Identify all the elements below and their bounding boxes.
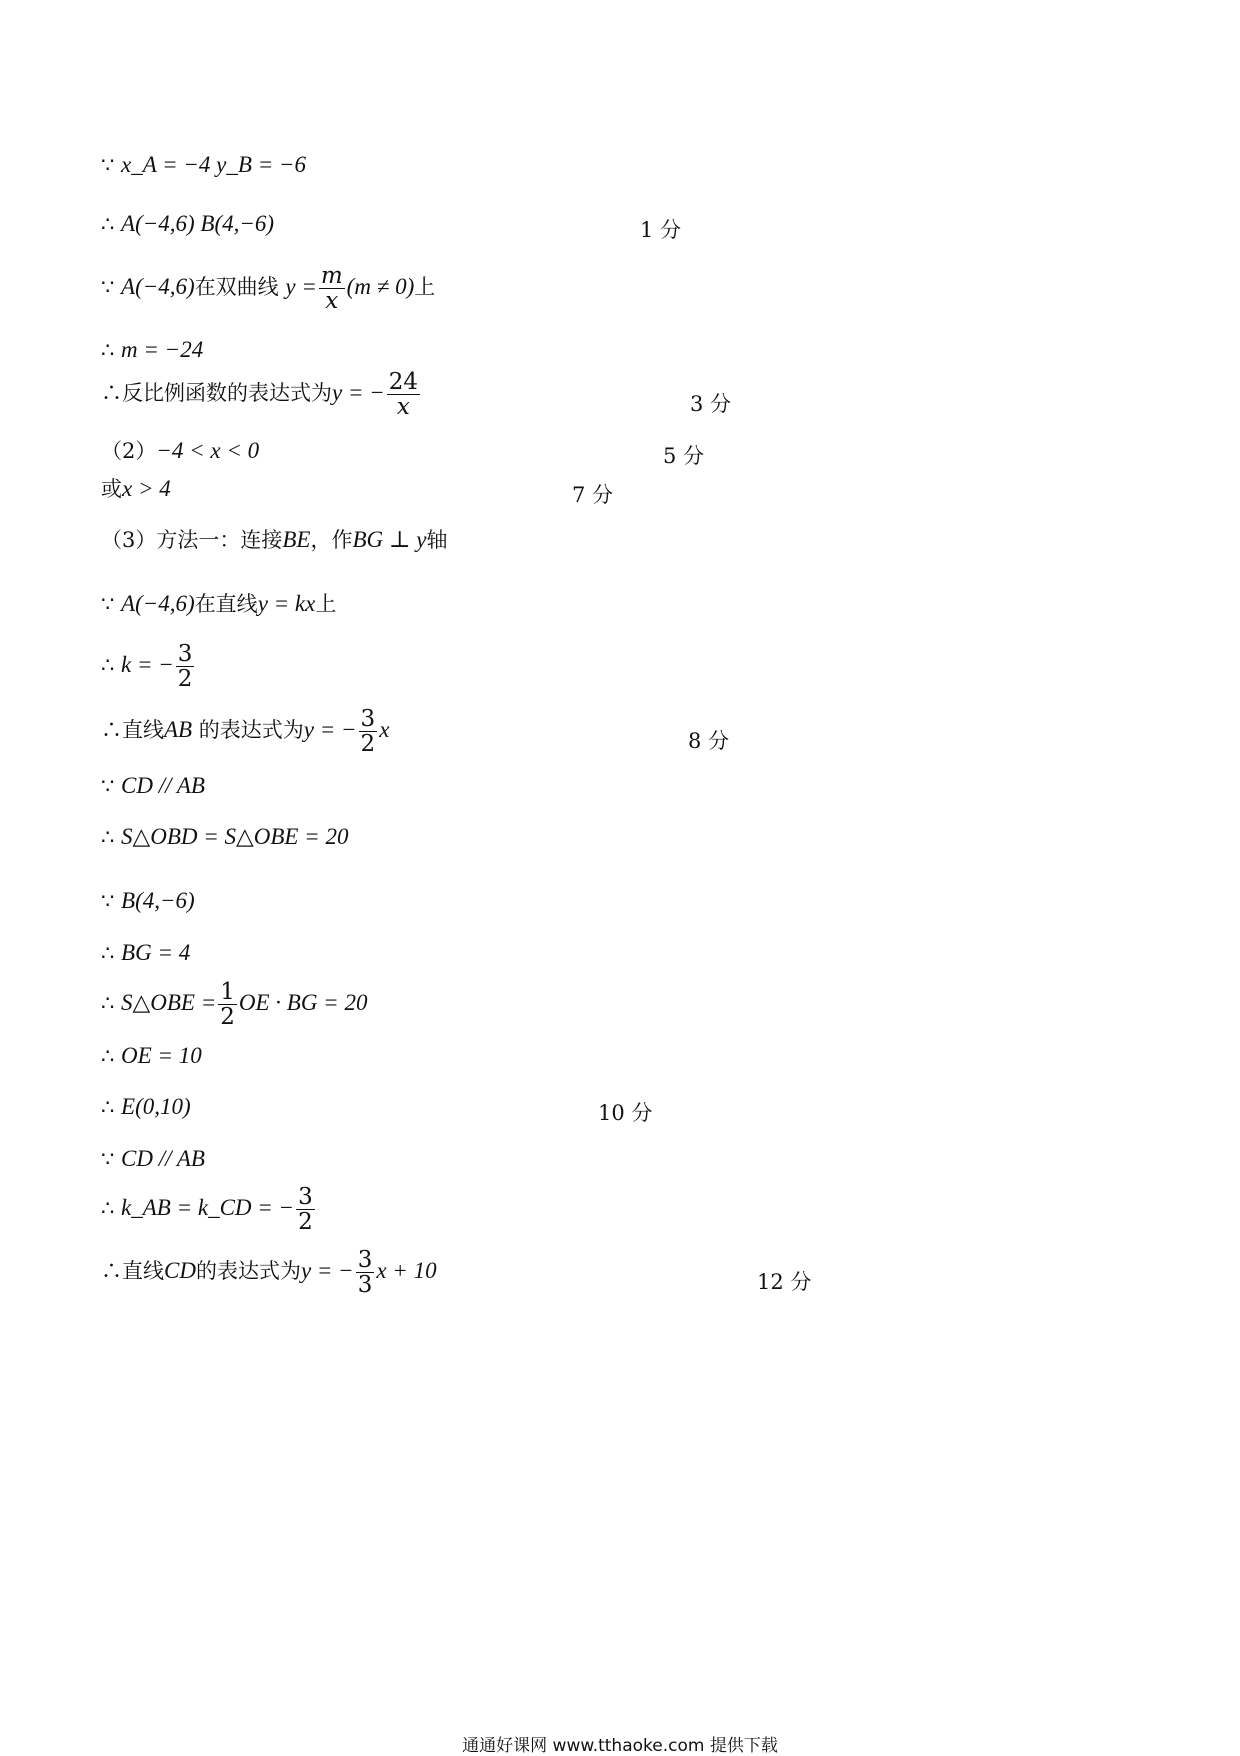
fraction: $\frac{24}{x}$: [388, 369, 419, 421]
math-expression: B(4,−6): [121, 888, 195, 913]
math-expression: BG = 4: [121, 940, 191, 965]
math-expression: A(−4,6) B(4,−6): [121, 211, 275, 236]
step-line-ab: ∴直线AB 的表达式为y = − $\frac{3}{2}$ x: [101, 706, 390, 758]
step-part3-method: （3）方法一：连接BE，作BG ⊥ y轴: [101, 527, 448, 552]
step-slopes-equal: ∴ k_AB = k_CD = − $\frac{3}{2}$: [101, 1184, 313, 1236]
fraction: $\frac{3}{2}$: [177, 641, 193, 693]
fraction: $\frac{3}{2}$: [360, 706, 376, 758]
step-xa-yb: ∵ x_A = −4 y_B = −6: [101, 152, 306, 177]
math-expression: m = −24: [121, 337, 204, 362]
step-on-hyperbola: ∵ A(−4,6)在双曲线 y = $\frac{m}{x}$ (m ≠ 0)上: [101, 263, 436, 315]
step-bg-length: ∴ BG = 4: [101, 940, 191, 965]
math-expression: CD // AB: [121, 1146, 205, 1171]
step-part2-or: 或x > 4: [101, 476, 171, 501]
fraction: $\frac{3}{3}$: [357, 1247, 373, 1299]
score-label: 5 分: [663, 444, 705, 468]
score-label: 7 分: [572, 483, 614, 507]
step-point-b: ∵ B(4,−6): [101, 888, 195, 913]
score-label: 12 分: [757, 1270, 812, 1294]
step-area-equal: ∴ S△OBD = S△OBE = 20: [101, 824, 349, 849]
math-expression: OE = 10: [121, 1043, 202, 1068]
footer-credit: 通通好课网 www.tthaoke.com 提供下载: [462, 1736, 778, 1756]
step-on-line: ∵ A(−4,6)在直线y = kx上: [101, 591, 337, 616]
math-expression: −4 < x < 0: [156, 438, 260, 463]
step-k-value: ∴ k = − $\frac{3}{2}$: [101, 641, 193, 693]
step-points-ab: ∴ A(−4,6) B(4,−6): [101, 211, 275, 236]
fraction: $\frac{1}{2}$: [220, 979, 235, 1031]
math-expression: S△OBD = S△OBE = 20: [121, 824, 349, 849]
score-label: 1 分: [640, 218, 682, 242]
score-label: 10 分: [598, 1101, 653, 1125]
score-label: 3 分: [690, 392, 732, 416]
step-m-value: ∴ m = −24: [101, 337, 204, 362]
score-label: 8 分: [688, 729, 730, 753]
step-oe-length: ∴ OE = 10: [101, 1043, 202, 1068]
math-expression: CD // AB: [121, 773, 205, 798]
fraction: $\frac{m}{x}$: [320, 263, 343, 315]
step-point-e: ∴ E(0,10): [101, 1094, 191, 1119]
step-area-formula: ∴ S△OBE = $\frac{1}{2}$ OE · BG = 20: [101, 979, 368, 1031]
step-part2-range: （2）−4 < x < 0: [101, 438, 260, 463]
fraction: $\frac{3}{2}$: [298, 1184, 313, 1236]
math-expression: x > 4: [122, 476, 171, 501]
step-inverse-function: ∴反比例函数的表达式为y = − $\frac{24}{x}$: [101, 369, 419, 421]
step-parallel: ∵ CD // AB: [101, 773, 205, 798]
step-line-cd: ∴直线CD的表达式为y = − $\frac{3}{3}$ x + 10: [101, 1247, 437, 1299]
step-parallel-2: ∵ CD // AB: [101, 1146, 205, 1171]
math-expression: E(0,10): [121, 1094, 191, 1119]
math-expression: x_A = −4 y_B = −6: [121, 152, 306, 177]
